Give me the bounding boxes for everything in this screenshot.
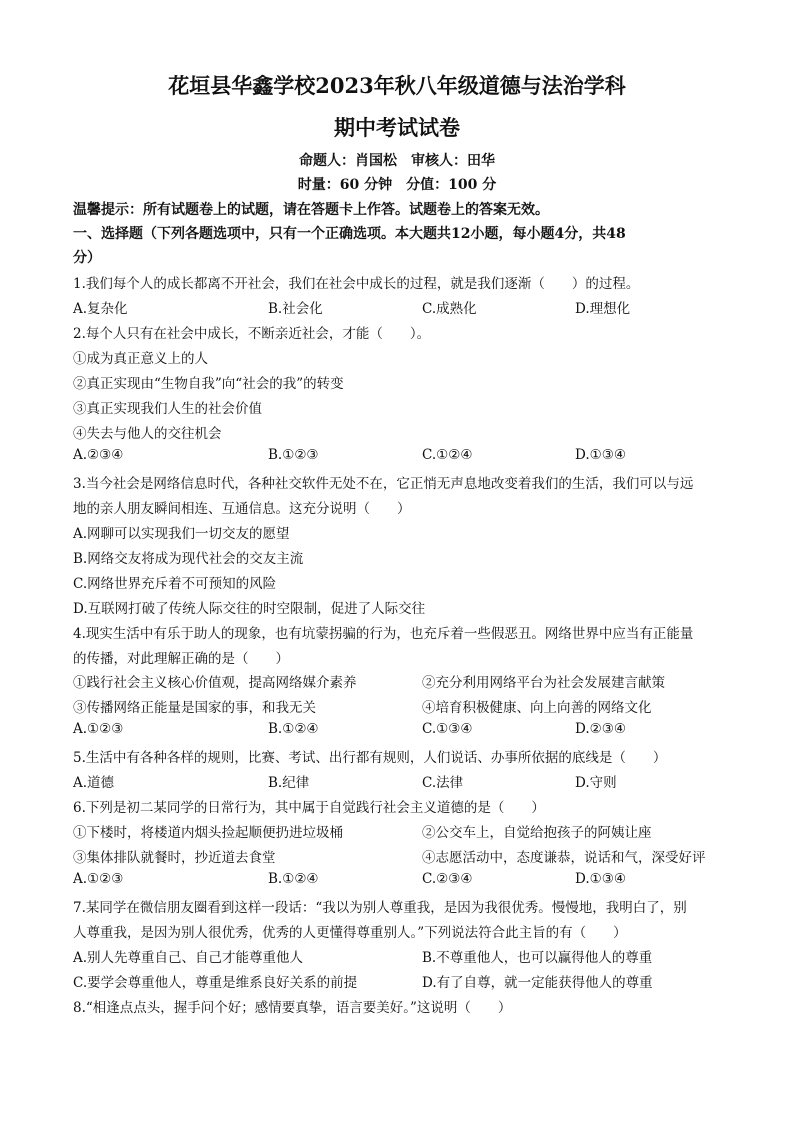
q8-stem: 8.“相逢点点头，握手问个好；感情要真挚，语言要美好。”这说明（ ） <box>73 1000 512 1016</box>
q6-option-b: B.①②④ <box>268 871 319 887</box>
q4-option-b: B.①②④ <box>268 721 319 737</box>
q7-option-b: B.不尊重他人，也可以赢得他人的尊重 <box>422 950 653 966</box>
q7-stem: 7.某同学在微信朋友圈看到这样一段话：“我以为别人尊重我，是因为我很优秀。慢慢地，我明白了，别 <box>73 900 687 916</box>
q5-stem: 5.生活中有各种各样的规则，比赛、考试、出行都有规则，人们说话、办事所依据的底线是（ ） <box>73 750 667 766</box>
q6-option-c: C.②③④ <box>422 871 473 887</box>
q2-option-d: D.①③④ <box>575 447 626 463</box>
exam-subtitle: 期中考试试卷 <box>334 115 460 140</box>
q4-item-3: ③传播网络正能量是国家的事，和我无关 <box>73 700 316 716</box>
q4-option-a: A.①②③ <box>73 721 124 737</box>
q2-item-1: ①成为真正意义上的人 <box>73 351 208 367</box>
q3-option-c: C.网络世界充斥着不可预知的风险 <box>73 576 277 592</box>
exam-title: 花垣县华鑫学校2023年秋八年级道德与法治学科 <box>168 73 626 98</box>
section1-heading: 一、选择题（下列各题选项中，只有一个正确选项。本大题共12小题，每小题4分，共48 <box>73 226 626 242</box>
q4-item-4: ④培育积极健康、向上向善的网络文化 <box>422 700 652 716</box>
q1-option-a: A.复杂化 <box>73 301 128 317</box>
q3-stem: 3.当今社会是网络信息时代，各种社交软件无处不在，它正悄无声息地改变着我们的生活，我们可以与远 <box>73 476 694 492</box>
q7-option-c: C.要学会尊重他人，尊重是维系良好关系的前提 <box>73 975 358 991</box>
q6-option-d: D.①③④ <box>575 871 626 887</box>
q7-option-d: D.有了自尊，就一定能获得他人的尊重 <box>422 975 653 991</box>
q4-option-c: C.①③④ <box>422 721 473 737</box>
q3-option-b: B.网络交友将成为现代社会的交友主流 <box>73 551 304 567</box>
q6-option-a: A.①②③ <box>73 871 124 887</box>
q4-option-d: D.②③④ <box>575 721 626 737</box>
q6-item-2: ②公交车上，自觉给抱孩子的阿姨让座 <box>422 825 652 841</box>
q7-stem-cont: 人尊重我，是因为别人很优秀，优秀的人更懂得尊重别人。”下列说法符合此主旨的有（ ） <box>73 925 627 941</box>
exam-authors: 命题人：肖国松 审核人：田华 <box>299 153 495 169</box>
q4-stem: 4.现实生活中有乐于助人的现象，也有坑蒙拐骗的行为，也充斥着一些假恶丑。网络世界中应当有正能量 <box>73 626 694 642</box>
q5-option-a: A.道德 <box>73 775 115 791</box>
q6-item-4: ④志愿活动中，态度谦恭，说话和气，深受好评 <box>422 850 706 866</box>
q1-option-d: D.理想化 <box>575 301 631 317</box>
q5-option-d: D.守则 <box>575 775 617 791</box>
q2-item-4: ④失去与他人的交往机会 <box>73 426 222 442</box>
q3-option-a: A.网聊可以实现我们一切交友的愿望 <box>73 526 290 542</box>
q3-option-d: D.互联网打破了传统人际交往的时空限制，促进了人际交往 <box>73 601 426 617</box>
q7-option-a: A.别人先尊重自己、自己才能尊重他人 <box>73 950 304 966</box>
q2-stem: 2.每个人只有在社会中成长，不断亲近社会，才能（ ）。 <box>73 326 431 342</box>
q6-item-1: ①下楼时，将楼道内烟头捡起顺便扔进垃圾桶 <box>73 825 343 841</box>
q1-option-b: B.社会化 <box>268 301 323 317</box>
q4-item-2: ②充分利用网络平台为社会发展建言献策 <box>422 675 665 691</box>
q1-stem: 1.我们每个人的成长都离不开社会，我们在社会中成长的过程，就是我们逐渐（ ）的过程。 <box>73 276 640 292</box>
q4-stem-cont: 的传播，对此理解正确的是（ ） <box>73 651 289 667</box>
q3-stem-cont: 地的亲人朋友瞬间相连、互通信息。这充分说明（ ） <box>73 501 411 517</box>
q1-option-c: C.成熟化 <box>422 301 477 317</box>
q4-item-1: ①践行社会主义核心价值观，提高网络媒介素养 <box>73 675 357 691</box>
exam-time-score: 时量：60 分钟 分值：100 分 <box>297 177 497 193</box>
q2-option-a: A.②③④ <box>73 447 124 463</box>
q2-option-b: B.①②③ <box>268 447 319 463</box>
section1-heading-cont: 分） <box>73 250 101 266</box>
q2-item-3: ③真正实现我们人生的社会价值 <box>73 401 262 417</box>
notice: 温馨提示：所有试题卷上的试题，请在答题卡上作答。试题卷上的答案无效。 <box>73 202 549 218</box>
q6-stem: 6.下列是初二某同学的日常行为，其中属于自觉践行社会主义道德的是（ ） <box>73 800 545 816</box>
q2-item-2: ②真正实现由“生物自我”向“社会的我”的转变 <box>73 376 344 392</box>
q2-option-c: C.①②④ <box>422 447 473 463</box>
q6-item-3: ③集体排队就餐时，抄近道去食堂 <box>73 850 276 866</box>
q5-option-b: B.纪律 <box>268 775 310 791</box>
q5-option-c: C.法律 <box>422 775 464 791</box>
